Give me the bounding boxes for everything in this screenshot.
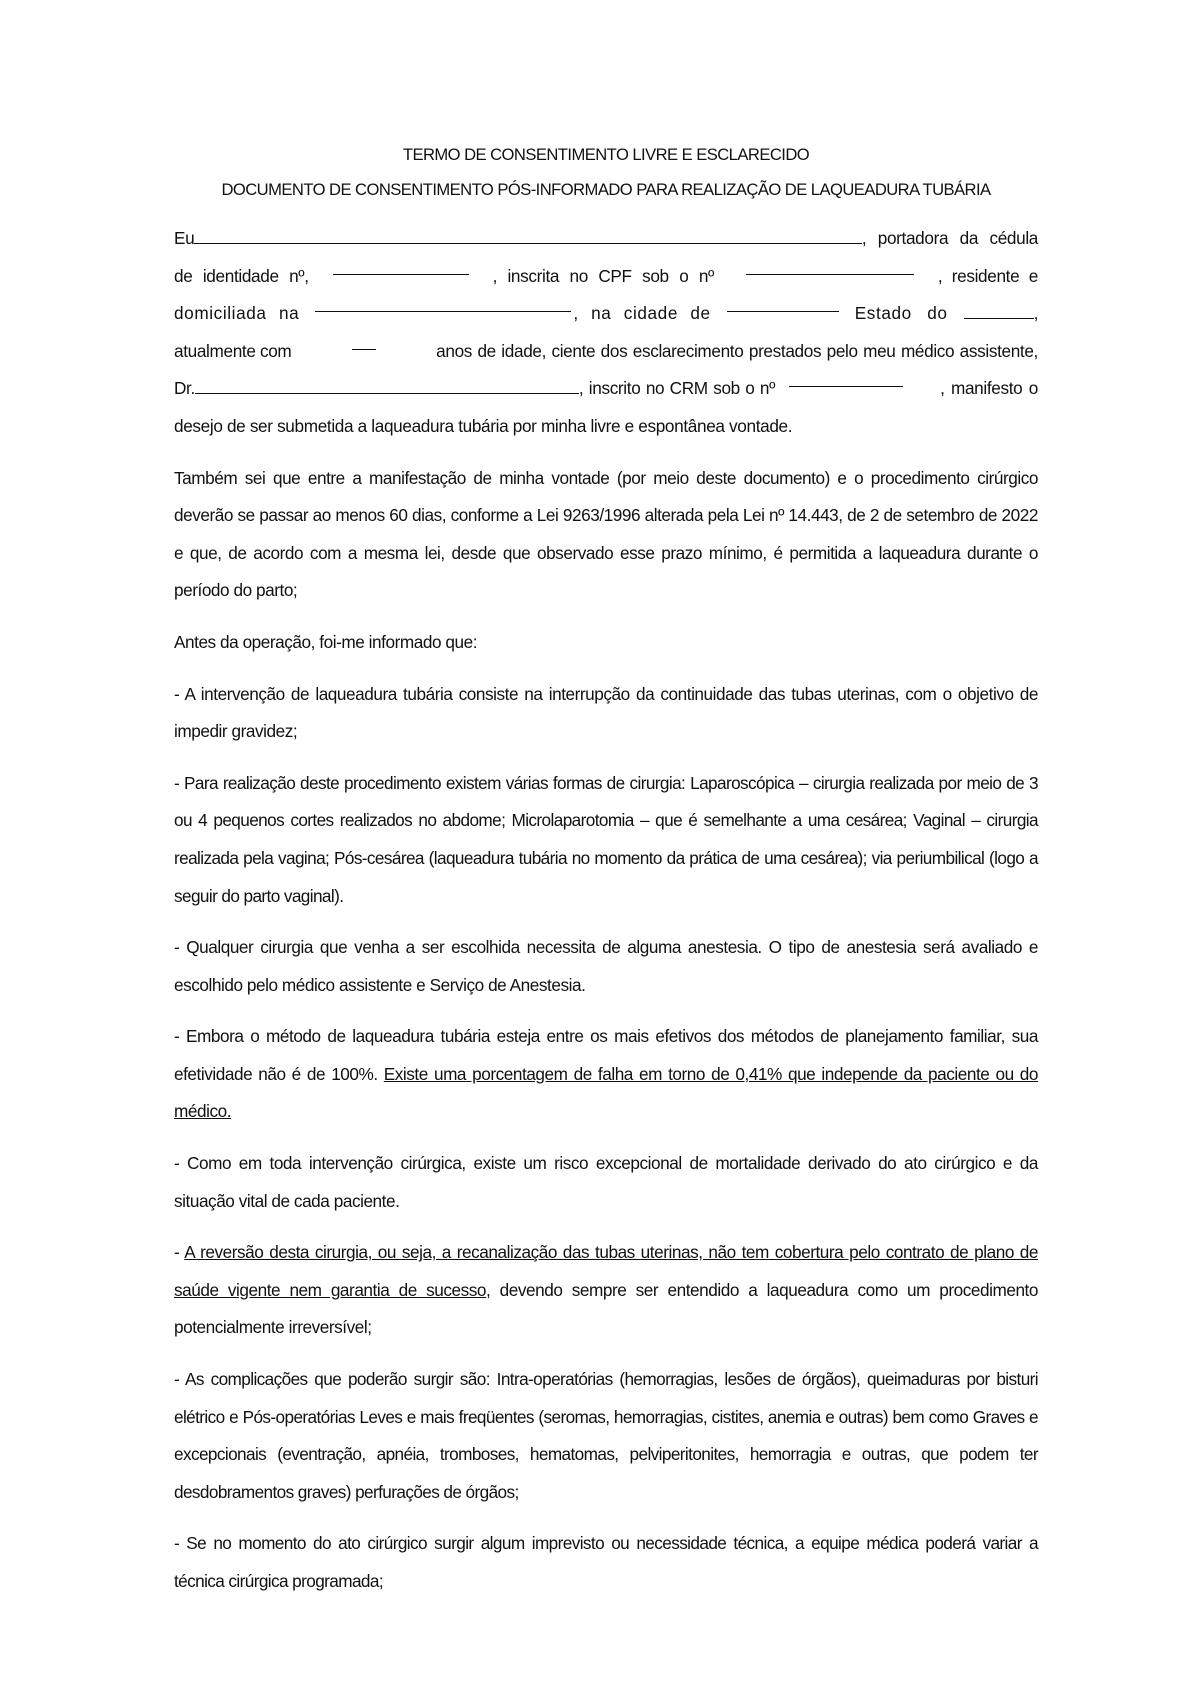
form-line-5 [174,370,1038,408]
document-subtitle: DOCUMENTO DE CONSENTIMENTO PÓS-INFORMADO PARA REALIZAÇÃO DE LAQUEADURA TUBÁRIA [221,180,991,199]
label-atualmente: atualmente com [174,340,292,361]
name-field[interactable] [194,227,862,244]
label-comma: , [1033,303,1038,324]
label-residente: , residente e [937,265,1038,286]
age-field[interactable] [352,333,376,350]
form-line-3 [174,295,1038,333]
reversao-underlined: A reversão desta cirurgia, ou seja, a recanalização das tubas uterinas, não tem cobertura pelo contrato de plano de saúde vigente nem garantia de sucesso [174,1242,1038,1300]
form-line-1 [174,220,1038,258]
label-crm: , inscrito no CRM sob o nº [578,378,776,399]
reversao-dash: - [174,1242,185,1263]
city-field[interactable] [727,295,839,312]
label-domiciliada: domiciliada na [174,303,300,324]
paragraph-formas-cirurgia: - Para realização deste procedimento existem várias formas de cirurgia: Laparoscópica – cirurgia realizada por meio de 3 ou 4 pequenos cortes realizados no abdome; Microlaparotomia – que é semelhante a uma cesárea; Vaginal – cirurgia realizada pela vagina; Pós-cesárea (laqueadura tubária no momento da prática de uma cesárea); via periumbilical (logo a seguir do parto vaginal). [174,772,1038,906]
label-eu: Eu [174,228,195,248]
reversao-text: , devendo sempre ser entendido a laqueadura como um procedimento potencialmente irreversível; [174,1279,1038,1338]
state-field-group [964,295,1038,333]
label-manifesto: , manifesto o [940,378,1038,399]
paragraph-mortalidade: - Como em toda intervenção cirúrgica, existe um risco excepcional de mortalidade derivado do ato cirúrgico e da situação vital de cada paciente. [174,1153,1038,1211]
document-body [174,143,1038,1615]
cpf-field[interactable] [746,258,914,275]
form-line-6 [174,408,1038,446]
paragraph-complicacoes: - As complicações que poderão surgir são: Intra-operatórias (hemorragias, lesões de órgãos), queimaduras por bisturi elétrico e Pós-operatórias Leves e mais freqüentes (seromas, hemorragias, cistites, anemia e outras) bem como Graves e excepcionais (eventração, apnéia, tromboses, hematomas, pelviperitonites, hemorragia e outras, que podem ter desdobramentos graves) perfurações de órgãos; [174,1369,1038,1502]
label-cidade: , na cidade de [573,303,711,324]
paragraph-antes-operacao: Antes da operação, foi-me informado que: [174,631,478,652]
label-anos: anos de idade, ciente dos esclarecimento prestados pelo meu médico assistente, [436,340,1038,361]
form-line-4 [174,333,1038,371]
efetividade-text: - Embora o método de laqueadura tubária esteja entre os mais efetivos dos métodos de planejamento familiar, sua efetividade não é de 100%. [174,1026,1038,1084]
label-estado: Estado do [854,303,948,324]
consent-form [174,220,1038,446]
label-portadora: , portadora da cédula [861,228,1038,248]
paragraph-reversao [174,1234,1038,1347]
efetividade-underlined: Existe uma porcentagem de falha em torno de 0,41% que independe da paciente ou do médico. [174,1063,1038,1122]
paragraph-intervencao: - A intervenção de laqueadura tubária consiste na interrupção da continuidade das tubas uterinas, com o objetivo de impedir gravidez; [174,683,1038,742]
paragraph-prazo-legal: Também sei que entre a manifestação de minha vontade (por meio deste documento) e o procedimento cirúrgico deverão se passar ao menos 60 dias, conforme a Lei 9263/1996 alterada pela Lei nº 14.443, de 2 de setembro de 2022 e que, de acordo com a mesma lei, desde que observado esse prazo mínimo, é permitida a laqueadura durante o período do parto; [174,467,1038,601]
rg-field[interactable] [333,258,469,275]
label-cpf: , inscrita no CPF sob o nº [492,265,714,286]
paragraph-efetividade [174,1018,1038,1131]
label-dr: Dr. [174,378,195,399]
state-field[interactable] [964,302,1034,319]
document-title: TERMO DE CONSENTIMENTO LIVRE E ESCLARECIDO [402,145,810,164]
label-desejo: desejo de ser submetida a laqueadura tubária por minha livre e espontânea vontade. [174,415,793,436]
crm-field[interactable] [789,370,903,387]
paragraph-anestesia: - Qualquer cirurgia que venha a ser escolhida necessita de alguma anestesia. O tipo de anestesia será avaliado e escolhido pelo médico assistente e Serviço de Anestesia. [174,937,1038,995]
label-identidade: de identidade nº, [174,265,309,286]
doctor-field-group [174,370,775,408]
address-field[interactable] [315,295,571,312]
form-line-2 [174,258,1038,296]
doctor-name-field[interactable] [195,377,579,394]
paragraph-tecnica: - Se no momento do ato cirúrgico surgir algum imprevisto ou necessidade técnica, a equipe médica poderá variar a técnica cirúrgica programada; [174,1533,1038,1591]
